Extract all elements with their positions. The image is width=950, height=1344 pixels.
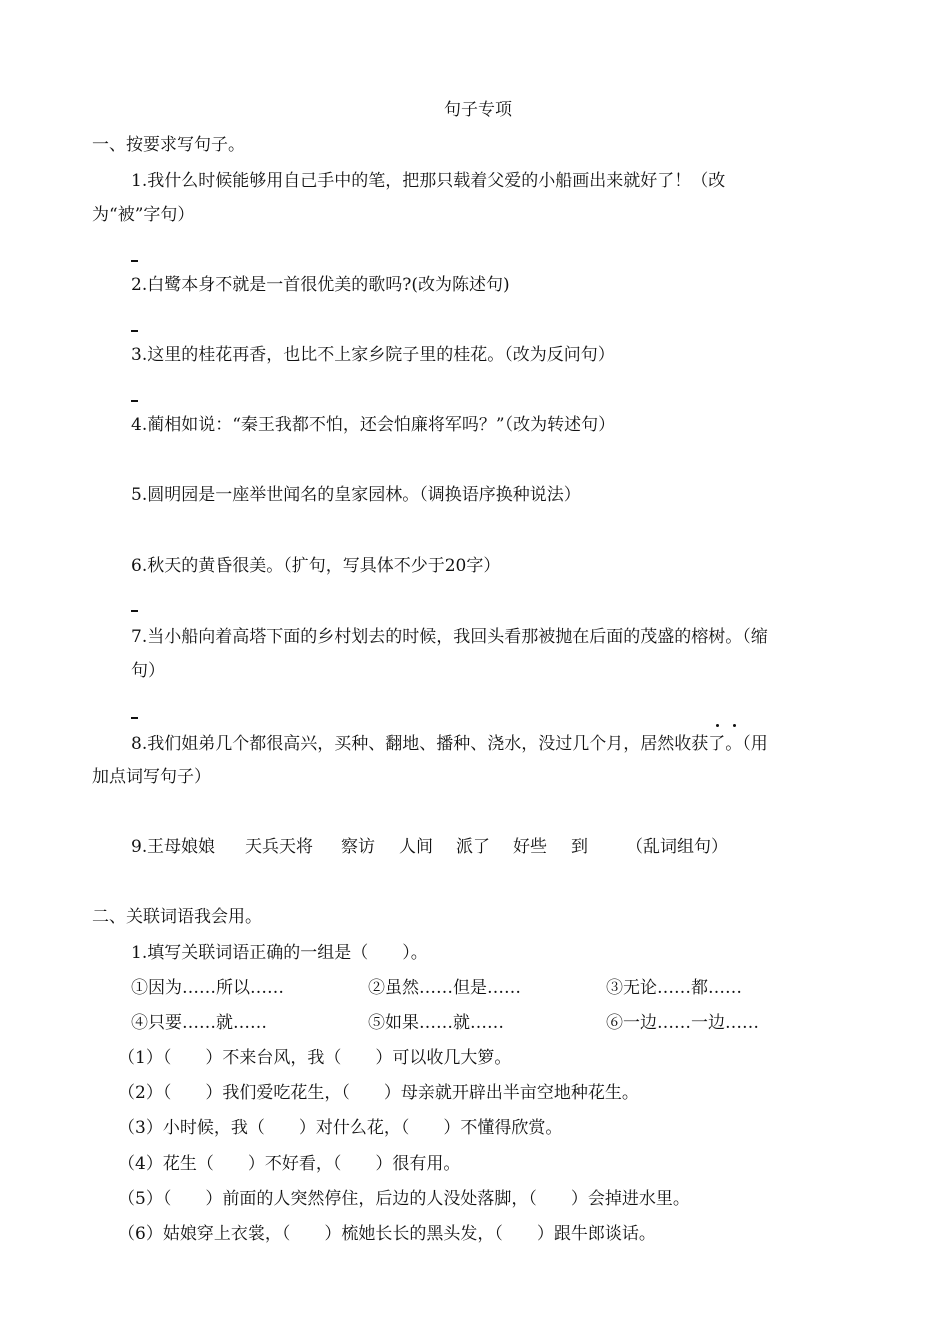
question-9-prefix: 9. (131, 837, 148, 857)
answer-line (131, 610, 138, 612)
question-6: 6.秋天的黄昏很美。（扩句，写具体不少于20字） (131, 556, 501, 576)
question-7-line2: 句） (131, 661, 165, 681)
option: ⑥一边……一边…… (606, 1013, 759, 1033)
fill-item: （4）花生（ ）不好看，（ ）很有用。 (118, 1154, 461, 1174)
fill-item: （1）（ ）不来台风，我（ ）可以收几大箩。 (118, 1048, 512, 1068)
option: ②虽然……但是…… (368, 978, 521, 998)
section1-heading: 一、按要求写句子。 (92, 135, 245, 155)
question-3: 3.这里的桂花再香，也比不上家乡院子里的桂花。（改为反问句） (131, 345, 615, 365)
answer-line (131, 400, 138, 402)
question-7-line1: 7.当小船向着高塔下面的乡村划去的时候，我回头看那被抛在后面的茂盛的榕树。（缩 (131, 627, 768, 647)
answer-line (131, 260, 138, 262)
q9-word: 察访 (341, 837, 375, 857)
q9-note: （乱词组句） (626, 837, 728, 857)
question-4: 4.蔺相如说：“秦王我都不怕，还会怕廉将军吗？”（改为转述句） (131, 415, 616, 435)
q9-word: 派了 (456, 837, 490, 857)
answer-line (131, 330, 138, 332)
fill-item: （6）姑娘穿上衣裳，（ ）梳她长长的黑头发，（ ）跟牛郎谈话。 (118, 1224, 656, 1244)
q9-word: 好些 (513, 837, 547, 857)
q9-word: 天兵天将 (245, 837, 313, 857)
section2-heading: 二、关联词语我会用。 (92, 907, 262, 927)
fill-item: （3）小时候，我（ ）对什么花，（ ）不懂得欣赏。 (118, 1118, 563, 1138)
emphasis-dot (733, 724, 736, 727)
fill-item: （5）（ ）前面的人突然停住，后边的人没处落脚，（ ）会掉进水里。 (118, 1189, 690, 1209)
fill-item: （2）（ ）我们爱吃花生，（ ）母亲就开辟出半亩空地种花生。 (118, 1083, 639, 1103)
q9-word: 人间 (399, 837, 433, 857)
option: ①因为……所以…… (131, 978, 284, 998)
question-8-line1: 8.我们姐弟几个都很高兴，买种、翻地、播种、浇水，没过几个月，居然收获了。（用 (131, 734, 768, 754)
option: ⑤如果……就…… (368, 1013, 504, 1033)
option: ③无论……都…… (606, 978, 742, 998)
section2-question-1: 1.填写关联词语正确的一组是（ ）。 (131, 943, 428, 963)
page-title: 句子专项 (444, 100, 512, 120)
q9-word: 到 (571, 837, 588, 857)
question-1-line2: 为“被”字句） (92, 205, 195, 225)
answer-line (131, 717, 138, 719)
option: ④只要……就…… (131, 1013, 267, 1033)
q9-word: 王母娘娘 (147, 837, 215, 857)
question-8-line2: 加点词写句子） (92, 767, 211, 787)
emphasis-dot (716, 724, 719, 727)
question-2: 2.白鹭本身不就是一首很优美的歌吗?(改为陈述句) (131, 275, 510, 295)
question-1-line1: 1.我什么时候能够用自己手中的笔，把那只载着父爱的小船画出来就好了！（改 (131, 171, 726, 191)
question-5: 5.圆明园是一座举世闻名的皇家园林。（调换语序换种说法） (131, 485, 581, 505)
